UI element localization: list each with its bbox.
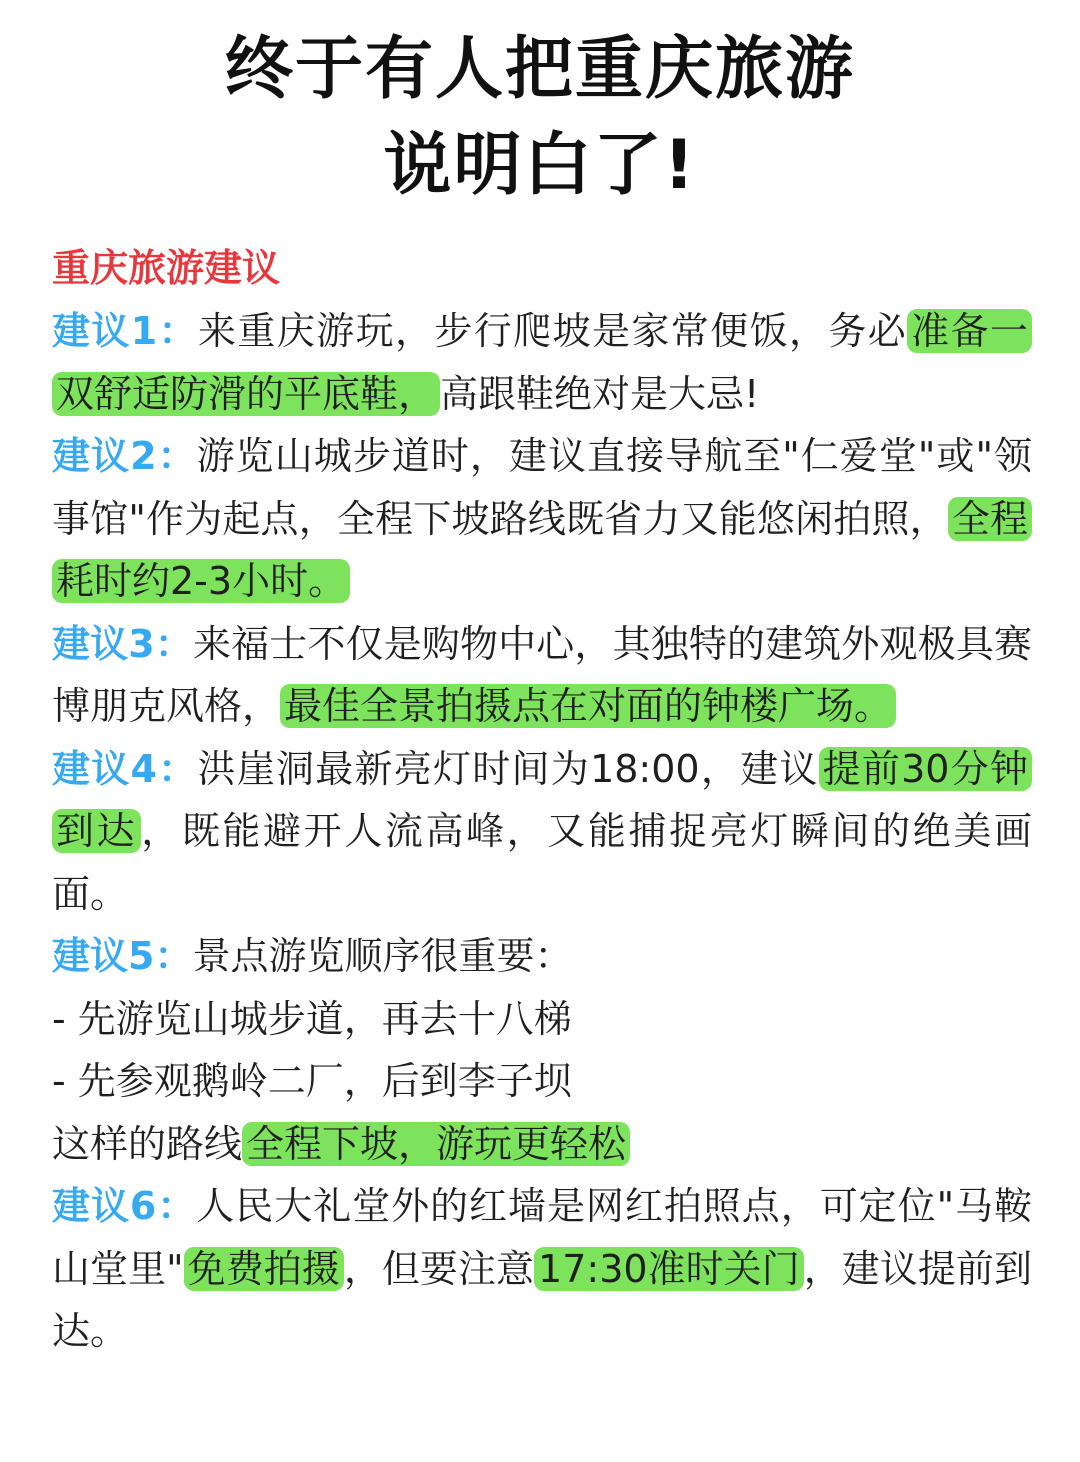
- tip-text: 景点游览顺序很重要：: [192, 934, 573, 978]
- tip-5-closing: [52, 1113, 1032, 1176]
- tip-2: [52, 425, 1032, 613]
- tip-highlight: 全程下坡，游玩更轻松: [242, 1122, 630, 1166]
- tip-text: ，建议提前到达。: [52, 1246, 1032, 1353]
- tip-text: 游览山城步道时，建议直接导航至"仁爱堂"或"领事馆"作为起点，全程下坡路线既省力又能悠闲拍照，: [52, 434, 1032, 541]
- tip-text: 洪崖洞最新亮灯时间为18:00，建议: [197, 746, 819, 791]
- tip-text: ，既能避开人流高峰，又能捕捉亮灯瞬间的绝美画面。: [52, 809, 1032, 916]
- tip-label: 建议6：: [52, 1184, 197, 1228]
- tip-highlight: 提前30分钟到达: [52, 747, 1032, 854]
- tip-text: 人民大礼堂外的红墙是网红拍照点，可定位"马鞍山堂里": [52, 1184, 1032, 1291]
- page-title: [0, 22, 1080, 214]
- tip-text: 来重庆游玩，步行爬坡是家常便饭，务必: [198, 309, 908, 353]
- tip-1: [52, 300, 1032, 425]
- tip-5-intro: [52, 925, 1032, 988]
- tip-highlight: 全程耗时约2-3小时。: [52, 497, 1032, 604]
- tip-6: [52, 1175, 1032, 1363]
- tip-highlight: 免费拍摄: [184, 1247, 344, 1291]
- tip-highlight: 最佳全景拍摄点在对面的钟楼广场。: [280, 684, 896, 728]
- section-heading: 重庆旅游建议: [52, 246, 281, 290]
- list-item: - 先参观鹅岭二厂，后到李子坝: [52, 1059, 572, 1103]
- list-item: - 先游览山城步道，再去十八梯: [52, 996, 572, 1041]
- tip-label: 建议2：: [52, 434, 197, 478]
- tip-5: [52, 925, 1032, 1175]
- tip-label: 建议3：: [52, 621, 194, 666]
- tip-text: ，但要注意: [343, 1246, 535, 1291]
- tip-label: 建议5：: [52, 934, 193, 978]
- tip-text: 这样的路线: [52, 1121, 243, 1166]
- tip-highlight: 17:30准时关门: [534, 1247, 804, 1291]
- tip-highlight: 准备一双舒适防滑的平底鞋，: [52, 309, 1032, 416]
- tip-label: 建议4：: [52, 746, 198, 791]
- tip-label: 建议1：: [52, 309, 199, 353]
- title-line-1: 终于有人把重庆旅游: [224, 30, 855, 109]
- tips-list: [52, 300, 1032, 1363]
- tip-text: 来福士不仅是购物中心，其独特的建筑外观极具赛博朋克风格，: [52, 621, 1032, 728]
- tip-text: 高跟鞋绝对是大忌!: [440, 371, 760, 416]
- tip-4: [52, 738, 1032, 926]
- tip-3: [52, 613, 1032, 738]
- title-line-2: 说明白了!: [383, 126, 697, 205]
